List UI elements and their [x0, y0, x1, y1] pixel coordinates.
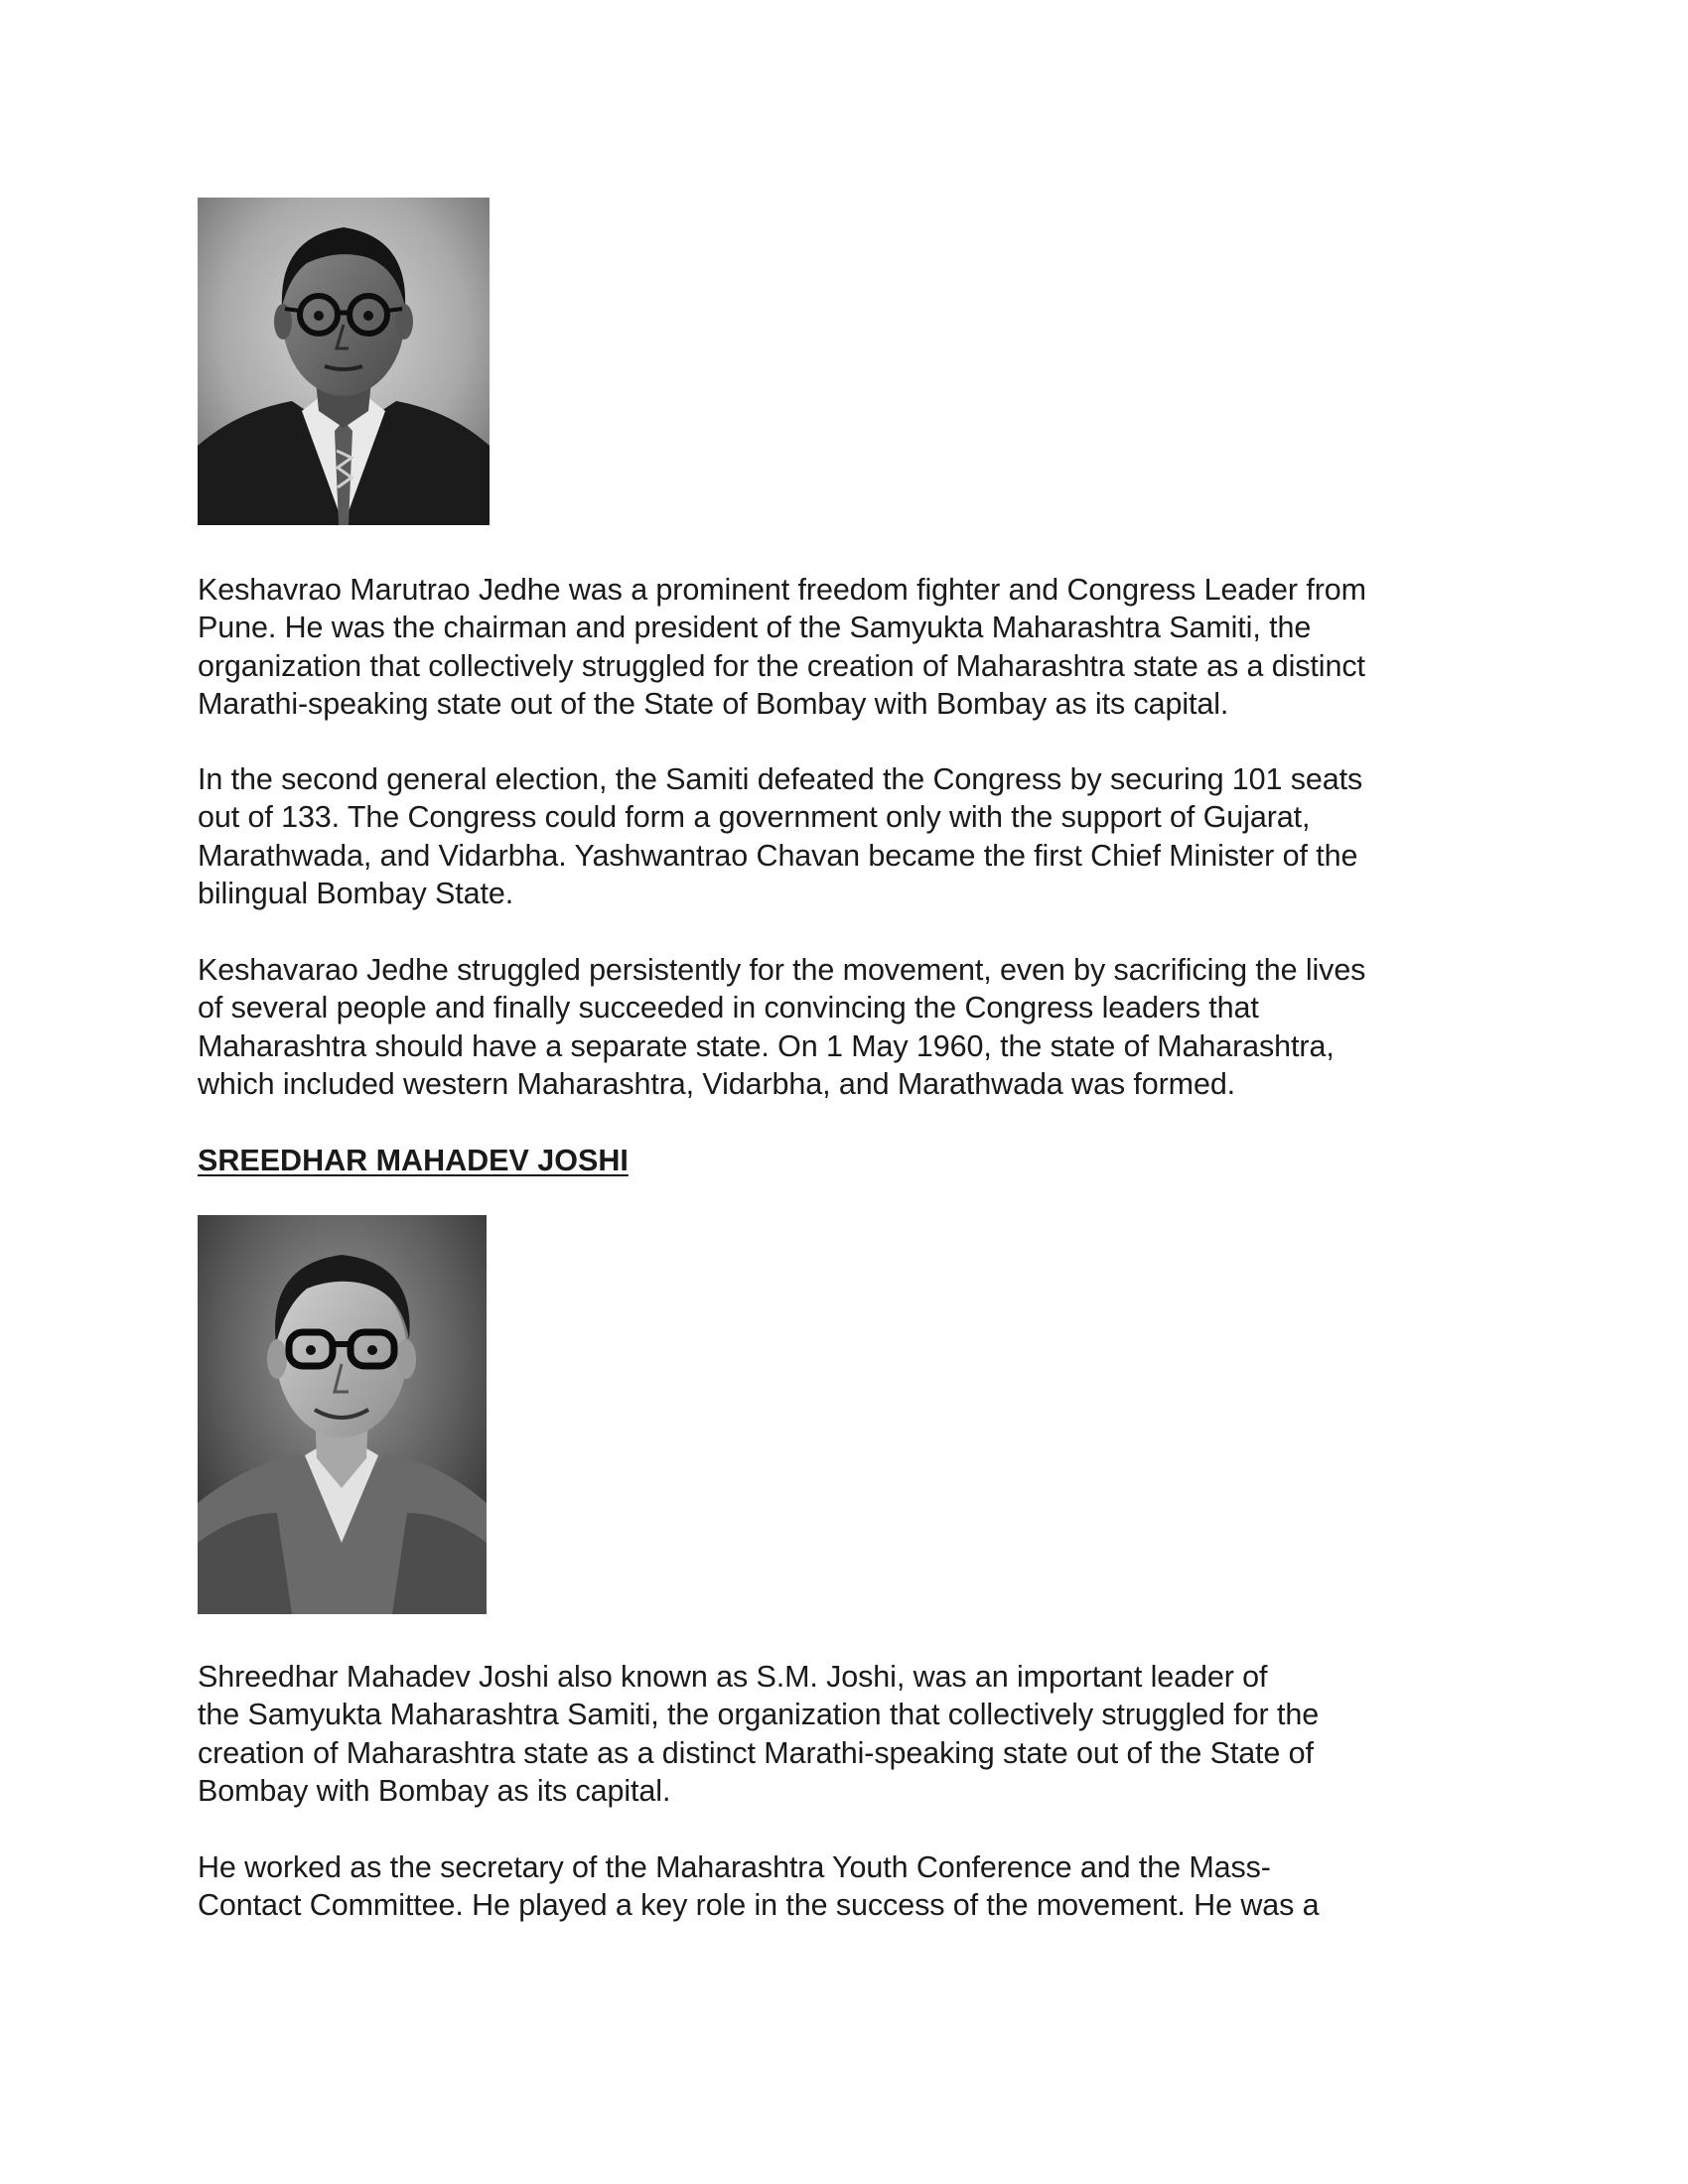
paragraph-jedhe-election: In the second general election, the Samiti defeated the Congress by securing 101 seats out of 133. The Congress could form a government only with the support of Gujarat, Marathwada, and Vidarbha. Yashwantrao Chavan became the first Chief Minister of the bilingual Bombay State.	[198, 762, 1363, 911]
paragraph-joshi-intro: Shreedhar Mahadev Joshi also known as S.M. Joshi, was an important leader of the Samyukta Maharashtra Samiti, the organization that collectively struggled for the creation of Maharashtra state as a distinct Marathi-speaking state out of the State of Bombay with Bombay as its capital.	[198, 1660, 1320, 1809]
portrait-photo-keshavrao-jedhe	[198, 198, 490, 525]
paragraph-jedhe-movement: Keshavarao Jedhe struggled persistently for the movement, even by sacrificing the lives of several people and finally succeeded in convincing the Congress leaders that Maharashtra should have a separate state. On 1 May 1960, the state of Maharashtra, which included western Maharashtra, Vidarbha, and Marathwada was formed.	[198, 953, 1366, 1102]
portrait-photo-sm-joshi	[198, 1215, 487, 1614]
paragraph-joshi-role: He worked as the secretary of the Maharashtra Youth Conference and the Mass- Contact Committee. He played a key role in the success of the movement. He was a	[198, 1850, 1320, 1923]
paragraph-jedhe-intro: Keshavrao Marutrao Jedhe was a prominent freedom fighter and Congress Leader from Pune. He was the chairman and president of the Samyukta Maharashtra Samiti, the organization that collectively struggled for the creation of Maharashtra state as a distinct Marathi-speaking state out of the State of Bombay with Bombay as its capital.	[198, 573, 1366, 722]
section-heading-joshi: SREEDHAR MAHADEV JOSHI	[198, 1144, 629, 1177]
portrait-image	[198, 1215, 487, 1614]
portrait-image	[198, 198, 490, 525]
